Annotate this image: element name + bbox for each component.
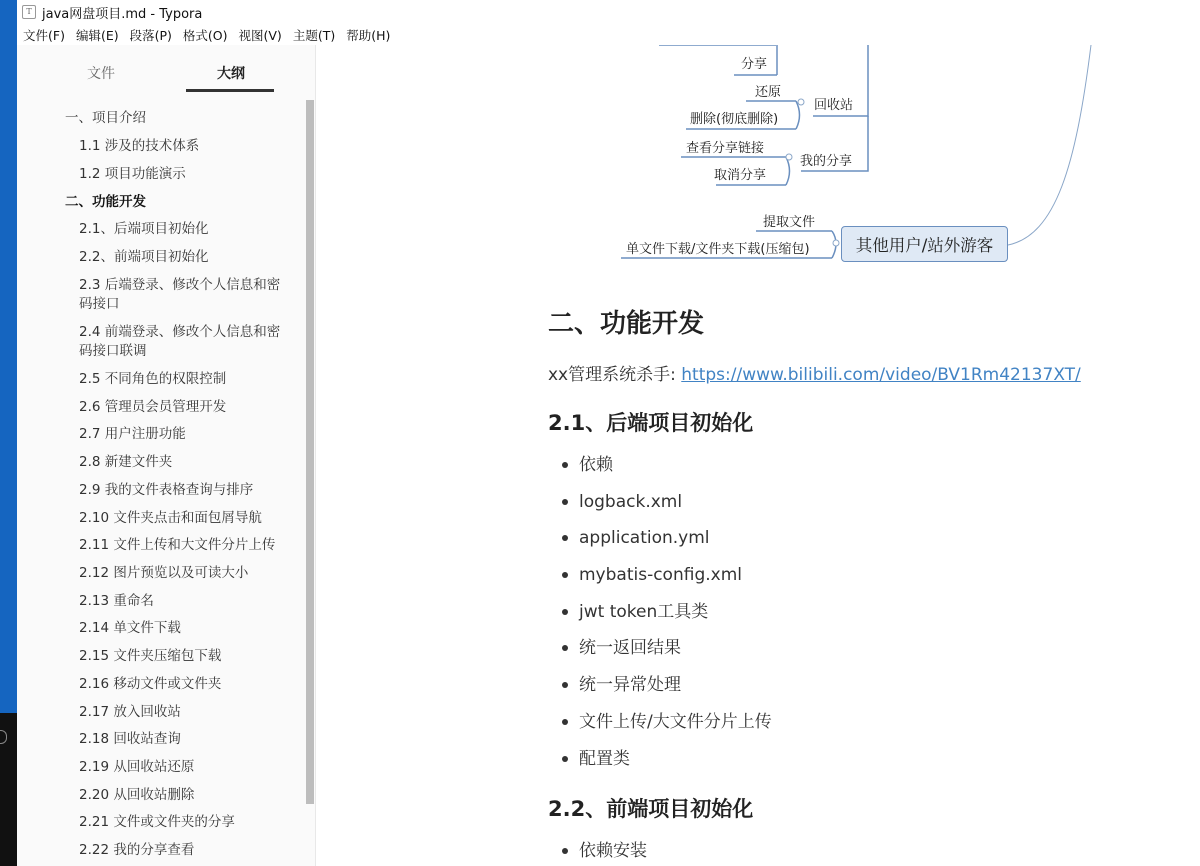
title-bar[interactable]	[17, 0, 1200, 24]
outline-item[interactable]: 一、项目介绍	[65, 110, 146, 126]
list-item: 文件上传/大文件分片上传	[548, 710, 772, 747]
outline-item[interactable]: 2.19 从回收站还原	[79, 759, 195, 775]
mindmap-node: 取消分享	[714, 168, 767, 183]
outline-item[interactable]: 2.9 我的文件表格查询与排序	[79, 482, 254, 498]
mindmap-root-node: 其他用户/站外游客	[841, 226, 1008, 262]
list-item: 配置类	[548, 747, 772, 784]
menu-bar	[17, 24, 1200, 45]
paragraph-text: xx管理系统杀手:	[548, 365, 682, 385]
menu-paragraph[interactable]: 段落(P)	[129, 27, 172, 43]
list-item: mybatis-config.xml	[548, 563, 772, 600]
subsection-heading-frontend: 2.2、前端项目初始化	[548, 797, 754, 821]
sidebar	[17, 45, 316, 866]
outline-item[interactable]: 2.12 图片预览以及可读大小	[79, 565, 249, 581]
outline-item[interactable]: 2.1、后端项目初始化	[79, 221, 209, 237]
outline-item[interactable]: 2.7 用户注册功能	[79, 426, 186, 442]
list-item: 依赖	[548, 453, 772, 490]
frontend-list	[548, 839, 647, 866]
editor-content[interactable]	[316, 45, 1200, 866]
menu-file[interactable]: 文件(F)	[23, 27, 65, 43]
outline-item[interactable]: 2.20 从回收站删除	[79, 787, 195, 803]
list-item: 统一异常处理	[548, 673, 772, 710]
menu-theme[interactable]: 主题(T)	[292, 27, 336, 43]
outline-item[interactable]: 2.10 文件夹点击和面包屑导航	[79, 510, 262, 526]
tab-outline[interactable]: 大纲	[217, 66, 245, 82]
outline-item[interactable]: 2.15 文件夹压缩包下载	[79, 648, 222, 664]
outline-item[interactable]: 2.21 文件或文件夹的分享	[79, 814, 235, 830]
outline-item[interactable]: 2.3 后端登录、修改个人信息和密码接口	[79, 277, 281, 312]
outline-item[interactable]: 2.16 移动文件或文件夹	[79, 676, 222, 692]
outline-item[interactable]: 2.17 放入回收站	[79, 704, 181, 720]
sidebar-scrollbar[interactable]	[306, 100, 314, 804]
section-heading: 二、功能开发	[548, 309, 705, 339]
window-title: java网盘项目.md - Typora	[42, 6, 203, 22]
outline-item[interactable]: 2.8 新建文件夹	[79, 454, 173, 470]
mindmap-node: 回收站	[814, 98, 854, 113]
bilibili-link[interactable]: https://www.bilibili.com/video/BV1Rm42137XT/	[681, 365, 1081, 385]
list-item: logback.xml	[548, 490, 772, 527]
list-item: jwt token工具类	[548, 600, 772, 637]
active-tab-indicator	[186, 89, 274, 92]
outline-item[interactable]: 2.18 回收站查询	[79, 731, 181, 747]
outline-item[interactable]: 1.1 涉及的技术体系	[79, 138, 200, 154]
menu-edit[interactable]: 编辑(E)	[75, 27, 119, 43]
mindmap-node: 还原	[755, 85, 782, 100]
backend-list	[548, 453, 772, 783]
outline-item[interactable]: 1.2 项目功能演示	[79, 166, 186, 182]
mindmap-node: 提取文件	[763, 215, 816, 230]
outline-item-active[interactable]: 二、功能开发	[65, 194, 146, 210]
menu-format[interactable]: 格式(O)	[182, 27, 228, 43]
typora-app-icon: T	[22, 5, 36, 19]
outline-item[interactable]: 2.11 文件上传和大文件分片上传	[79, 537, 276, 553]
mindmap-node: 分享	[741, 57, 768, 72]
outline-item[interactable]: 2.5 不同角色的权限控制	[79, 371, 227, 387]
subsection-heading-backend: 2.1、后端项目初始化	[548, 411, 754, 435]
list-item: 统一返回结果	[548, 636, 772, 673]
tab-files[interactable]: 文件	[87, 66, 115, 82]
mindmap-node: 单文件下载/文件夹下载(压缩包)	[626, 242, 810, 257]
mindmap-node: 删除(彻底删除)	[690, 112, 779, 127]
mindmap-node: 查看分享链接	[686, 141, 765, 156]
outline-item[interactable]: 2.2、前端项目初始化	[79, 249, 209, 265]
menu-help[interactable]: 帮助(H)	[346, 27, 391, 43]
outline-item[interactable]: 2.4 前端登录、修改个人信息和密码接口联调	[79, 324, 281, 359]
typora-window	[17, 0, 1200, 866]
outline-item[interactable]: 2.14 单文件下载	[79, 620, 181, 636]
list-item: application.yml	[548, 526, 772, 563]
mindmap-node: 我的分享	[800, 154, 853, 169]
list-item: 依赖安装	[548, 839, 647, 866]
outline-item[interactable]: 2.13 重命名	[79, 593, 154, 609]
desktop-background	[0, 0, 17, 866]
menu-view[interactable]: 视图(V)	[238, 27, 282, 43]
outline-item[interactable]: 2.22 我的分享查看	[79, 842, 195, 858]
outline-item[interactable]: 2.6 管理员会员管理开发	[79, 399, 227, 415]
paragraph	[548, 360, 1081, 385]
